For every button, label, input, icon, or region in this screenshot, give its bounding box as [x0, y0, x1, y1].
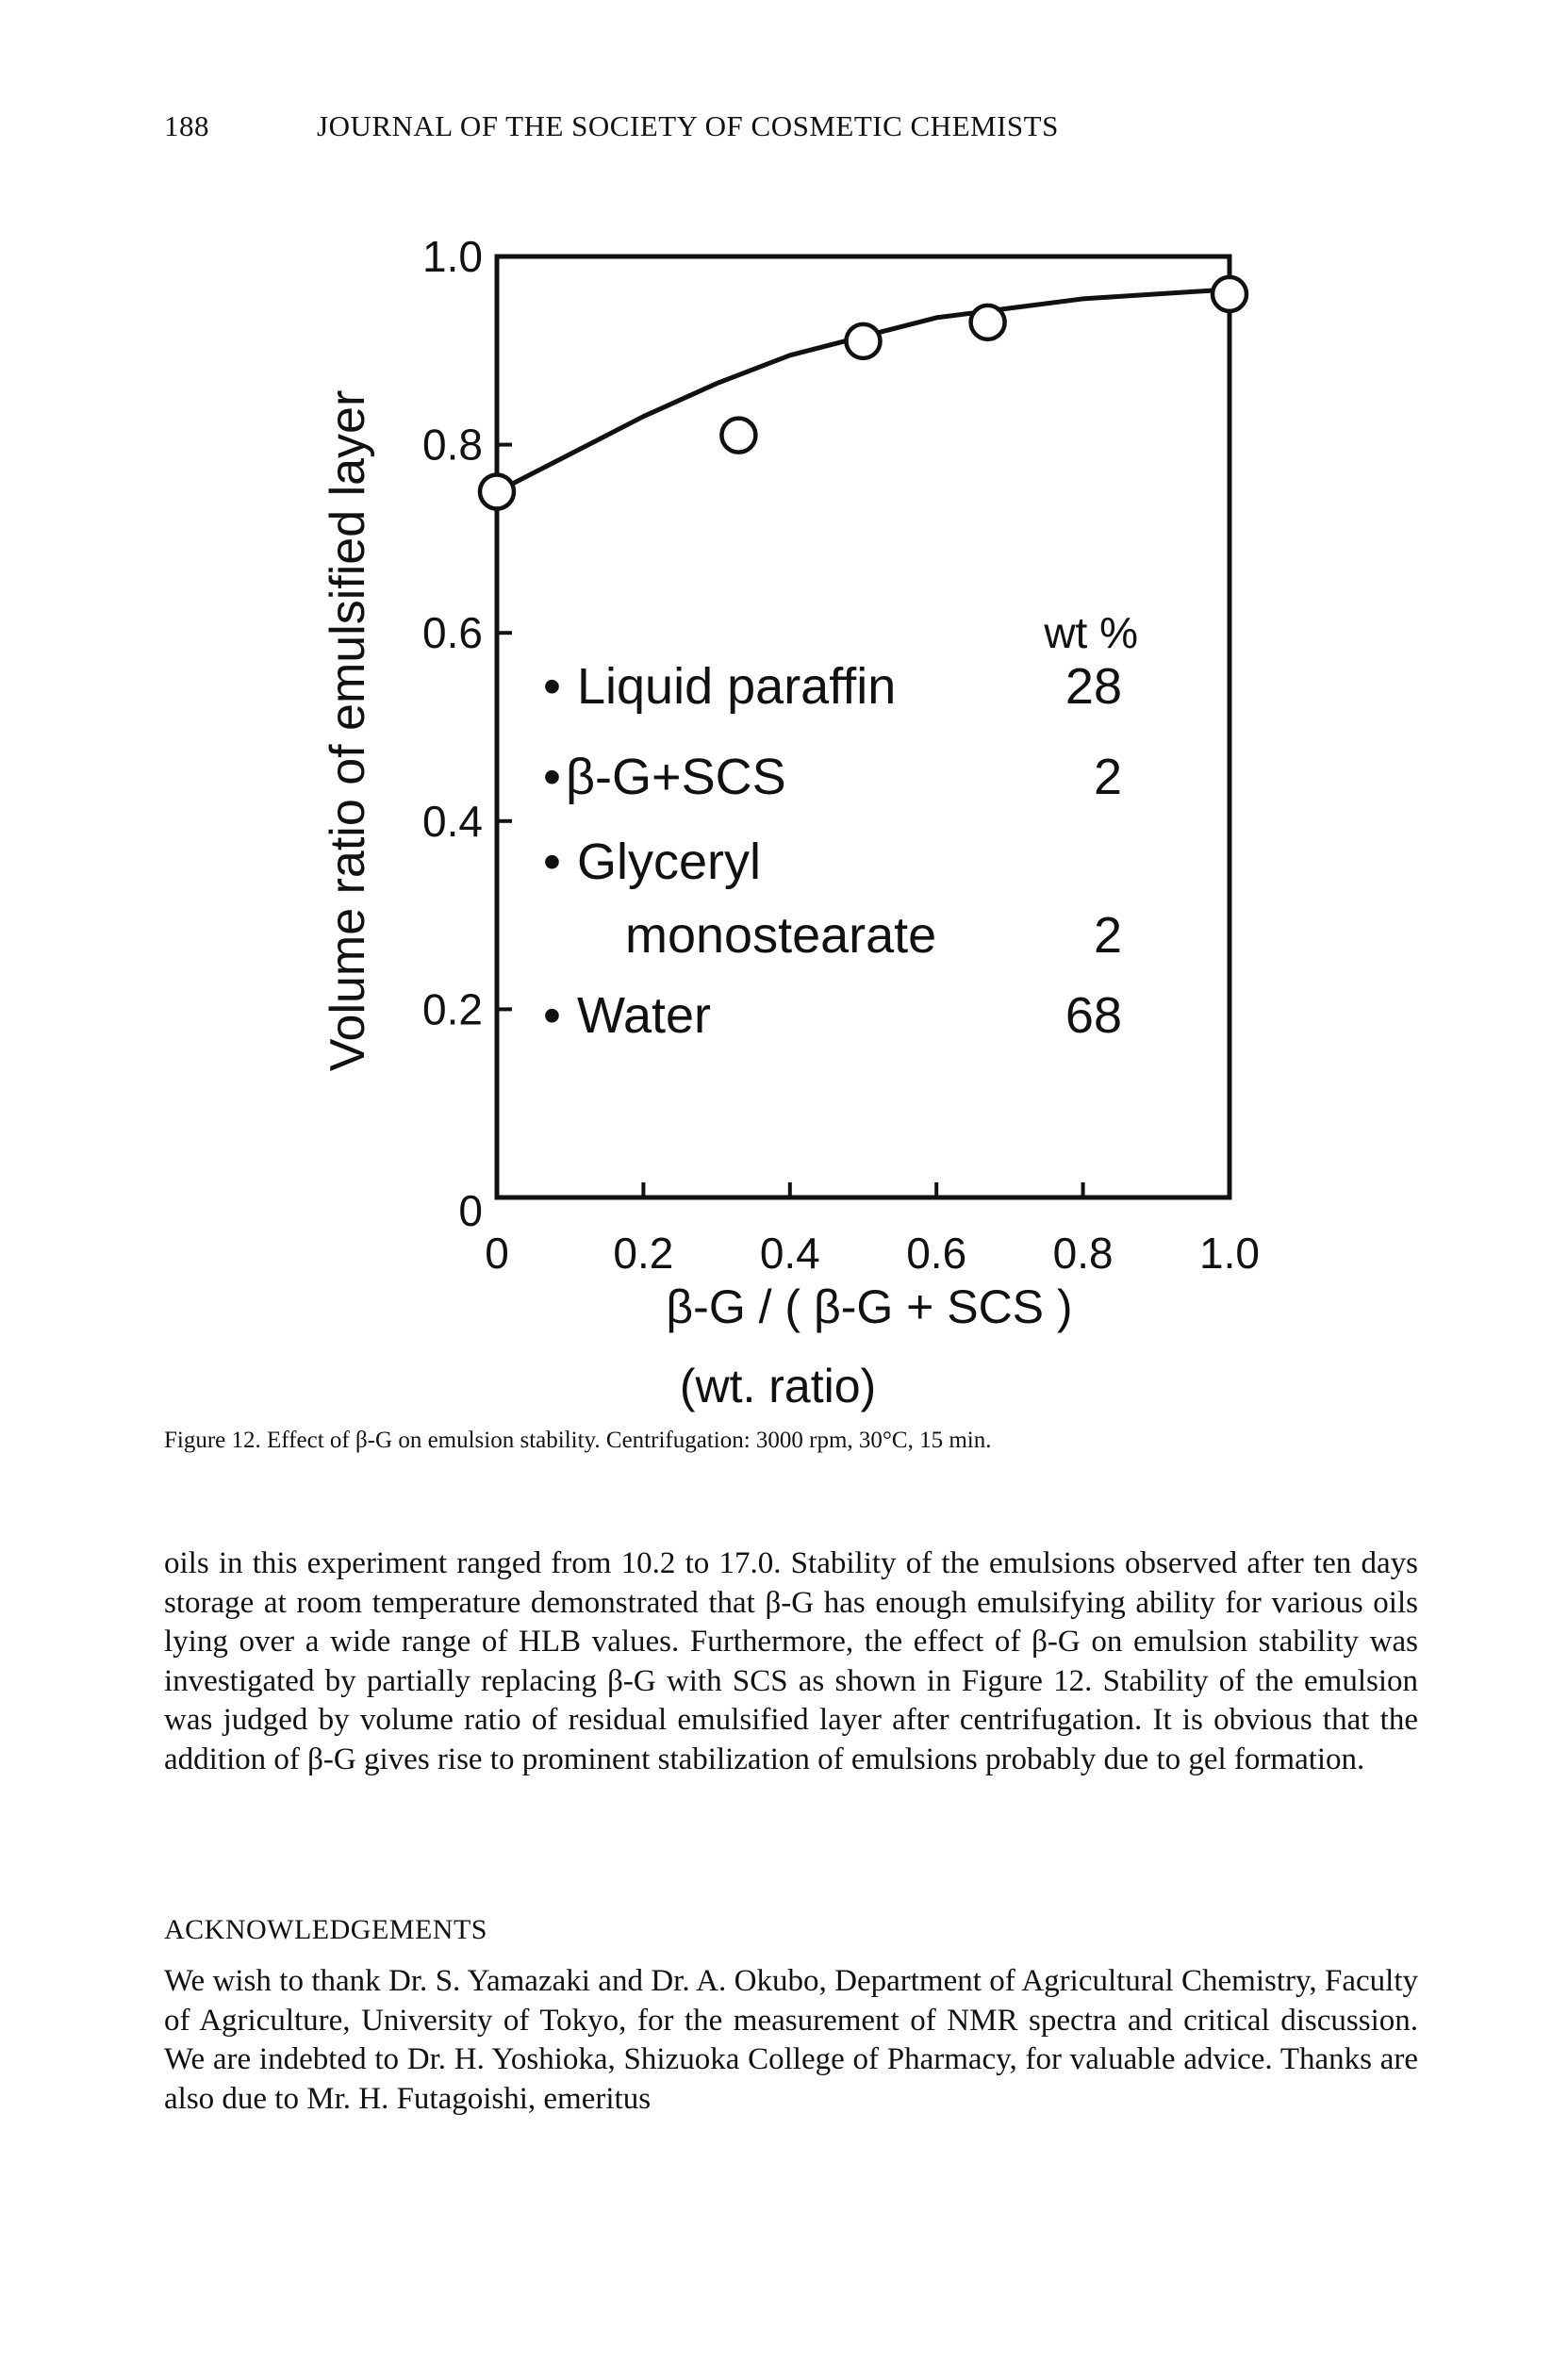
composition-row-glyceryl — [543, 834, 761, 890]
composition-name: Liquid paraffin — [577, 658, 897, 715]
x-axis-label: β-G / ( β-G + SCS ) — [666, 1280, 1073, 1333]
svg-text:•: • — [543, 658, 561, 715]
x-tick-label: 0.6 — [906, 1229, 967, 1278]
svg-text:•: • — [543, 987, 561, 1044]
y-tick-label: 0.4 — [422, 796, 483, 846]
composition-row-liquid-paraffin — [543, 658, 1122, 715]
data-point — [1213, 277, 1246, 311]
figure-caption-label: Figure 12. — [164, 1428, 261, 1453]
data-point — [847, 324, 881, 358]
composition-value: 28 — [1065, 658, 1122, 715]
composition-value: 2 — [1093, 749, 1122, 805]
composition-row-water — [543, 987, 1122, 1044]
body-paragraph: oils in this experiment ranged from 10.2 to 17.0. Stability of the emulsions observed after ten days storage at room temperature demonstrated that β-G has enough emulsifying ability for various oils lying over a wide range of HLB values. Furthermore, the effect of β-G on emulsion stability was investigated by partially replacing β-G with SCS as shown in Figure 12. Stability of the emulsion was judged by volume ratio of residual emulsified layer after centrifugation. It is obvious that the addition of β-G gives rise to prominent stabilization of emulsions probably due to gel formation. — [164, 1546, 1418, 1776]
fitted-curve — [497, 289, 1230, 492]
x-tick-label: 1.0 — [1199, 1229, 1260, 1278]
chart-curve-layer — [497, 289, 1230, 492]
y-tick-label: 0.2 — [422, 984, 483, 1034]
composition-name: Water — [577, 987, 712, 1044]
section-heading-acknowledgements: ACKNOWLEDGEMENTS — [164, 1914, 487, 1945]
figure-caption-text: Effect of β-G on emulsion stability. Centrifugation: 3000 rpm, 30°C, 15 min. — [267, 1428, 992, 1453]
x-tick-label: 0.8 — [1052, 1229, 1114, 1278]
acknowledgements-text: We wish to thank Dr. S. Yamazaki and Dr. A. Okubo, Department of Agricultural Chemistry, Faculty of Agriculture, University of Tokyo, for the measurement of NMR spectra and critical discussion. We are indebted to Dr. H. Yoshioka, Shizuoka College of Pharmacy, for valuable advice. Thanks are also due to Mr. H. Futagoishi, emeritus — [164, 1964, 1418, 2116]
composition-unit-header: wt % — [1044, 608, 1138, 657]
y-axis-label: Volume ratio of emulsified layer — [321, 389, 375, 1072]
composition-name: β-G+SCS — [566, 749, 786, 805]
x-axis-label-units: (wt. ratio) — [679, 1360, 877, 1412]
y-tick-label: 0.8 — [422, 420, 483, 470]
journal-title: JOURNAL OF THE SOCIETY OF COSMETIC CHEMISTS — [317, 109, 1059, 142]
svg-text:•: • — [543, 749, 561, 805]
figure-caption — [164, 1428, 1418, 1454]
data-point — [971, 305, 1005, 339]
plot-frame — [497, 256, 1230, 1197]
composition-row-bg-scs — [543, 749, 1122, 805]
page-number: 188 — [164, 109, 209, 142]
y-tick-label: 1.0 — [422, 232, 483, 281]
composition-value: 2 — [1093, 907, 1122, 964]
data-point — [480, 475, 514, 509]
x-tick-label: 0.4 — [759, 1229, 820, 1278]
y-tick-label: 0.6 — [422, 608, 483, 658]
composition-legend — [543, 608, 1138, 1044]
y-tick-label: 0 — [458, 1186, 483, 1235]
composition-name: Glyceryl — [577, 834, 762, 890]
x-tick-label: 0.2 — [613, 1229, 674, 1278]
composition-row-monostearate — [625, 907, 1122, 964]
composition-value: 68 — [1065, 987, 1122, 1044]
composition-name: monostearate — [625, 907, 937, 964]
data-point — [721, 419, 755, 453]
chart-axes — [497, 256, 1230, 1197]
svg-text:•: • — [543, 834, 561, 890]
x-tick-label: 0 — [485, 1229, 509, 1278]
chart-points-layer — [480, 277, 1246, 509]
